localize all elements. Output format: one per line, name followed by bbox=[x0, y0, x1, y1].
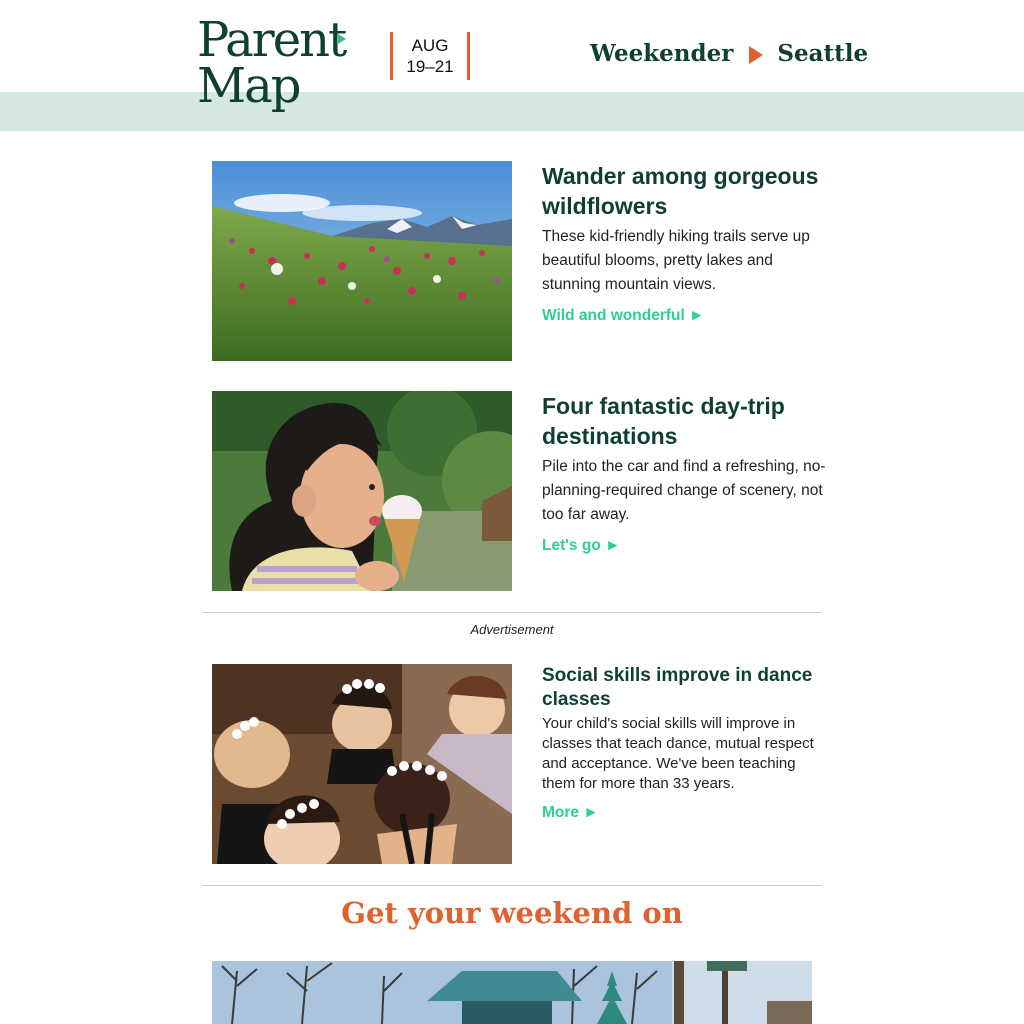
ad-text bbox=[542, 664, 827, 822]
issue-days: 19–21 bbox=[406, 57, 454, 76]
ad-title[interactable]: Social skills improve in dance classes bbox=[542, 665, 813, 710]
lets-go-link[interactable]: Let's go ► bbox=[542, 537, 621, 554]
ad-body: Your child's social skills will improve in classes that teach dance, mutual respect and acceptance. We've been teaching them for more than 33 years. bbox=[542, 715, 814, 792]
more-link[interactable]: More ► bbox=[542, 804, 599, 821]
article-text bbox=[542, 391, 827, 555]
divider bbox=[202, 885, 822, 886]
ice-cream-child-image[interactable] bbox=[212, 391, 512, 591]
play-triangle-icon bbox=[749, 46, 763, 64]
section-title: Get your weekend on bbox=[341, 896, 683, 930]
issue-month: AUG bbox=[411, 36, 449, 55]
article-body: Pile into the car and find a refreshing, no-planning-required change of scenery, not too far away. bbox=[542, 458, 826, 523]
advertisement-label: Advertisement bbox=[470, 622, 554, 637]
issue-date bbox=[390, 32, 470, 80]
article-body: These kid-friendly hiking trails serve up beautiful blooms, pretty lakes and stunning mountain views. bbox=[542, 228, 810, 293]
article-text bbox=[542, 161, 827, 325]
edition-title bbox=[590, 40, 868, 67]
playground-image[interactable] bbox=[212, 961, 812, 1024]
logo-line-2: Map bbox=[197, 58, 300, 114]
wild-and-wonderful-link[interactable]: Wild and wonderful ► bbox=[542, 307, 705, 324]
wildflowers-image[interactable] bbox=[212, 161, 512, 361]
parentmap-logo[interactable] bbox=[197, 12, 346, 114]
dance-class-image[interactable] bbox=[212, 664, 512, 864]
logo-line-1: Parent bbox=[197, 12, 346, 68]
logo-triangle-icon bbox=[338, 34, 346, 44]
edition-city: Seattle bbox=[777, 40, 869, 67]
edition-name: Weekender bbox=[590, 40, 734, 67]
header-band bbox=[0, 92, 1024, 131]
article-title[interactable]: Wander among gorgeous wildflowers bbox=[542, 163, 819, 219]
divider bbox=[202, 612, 822, 613]
article-title[interactable]: Four fantastic day-trip destinations bbox=[542, 393, 785, 449]
